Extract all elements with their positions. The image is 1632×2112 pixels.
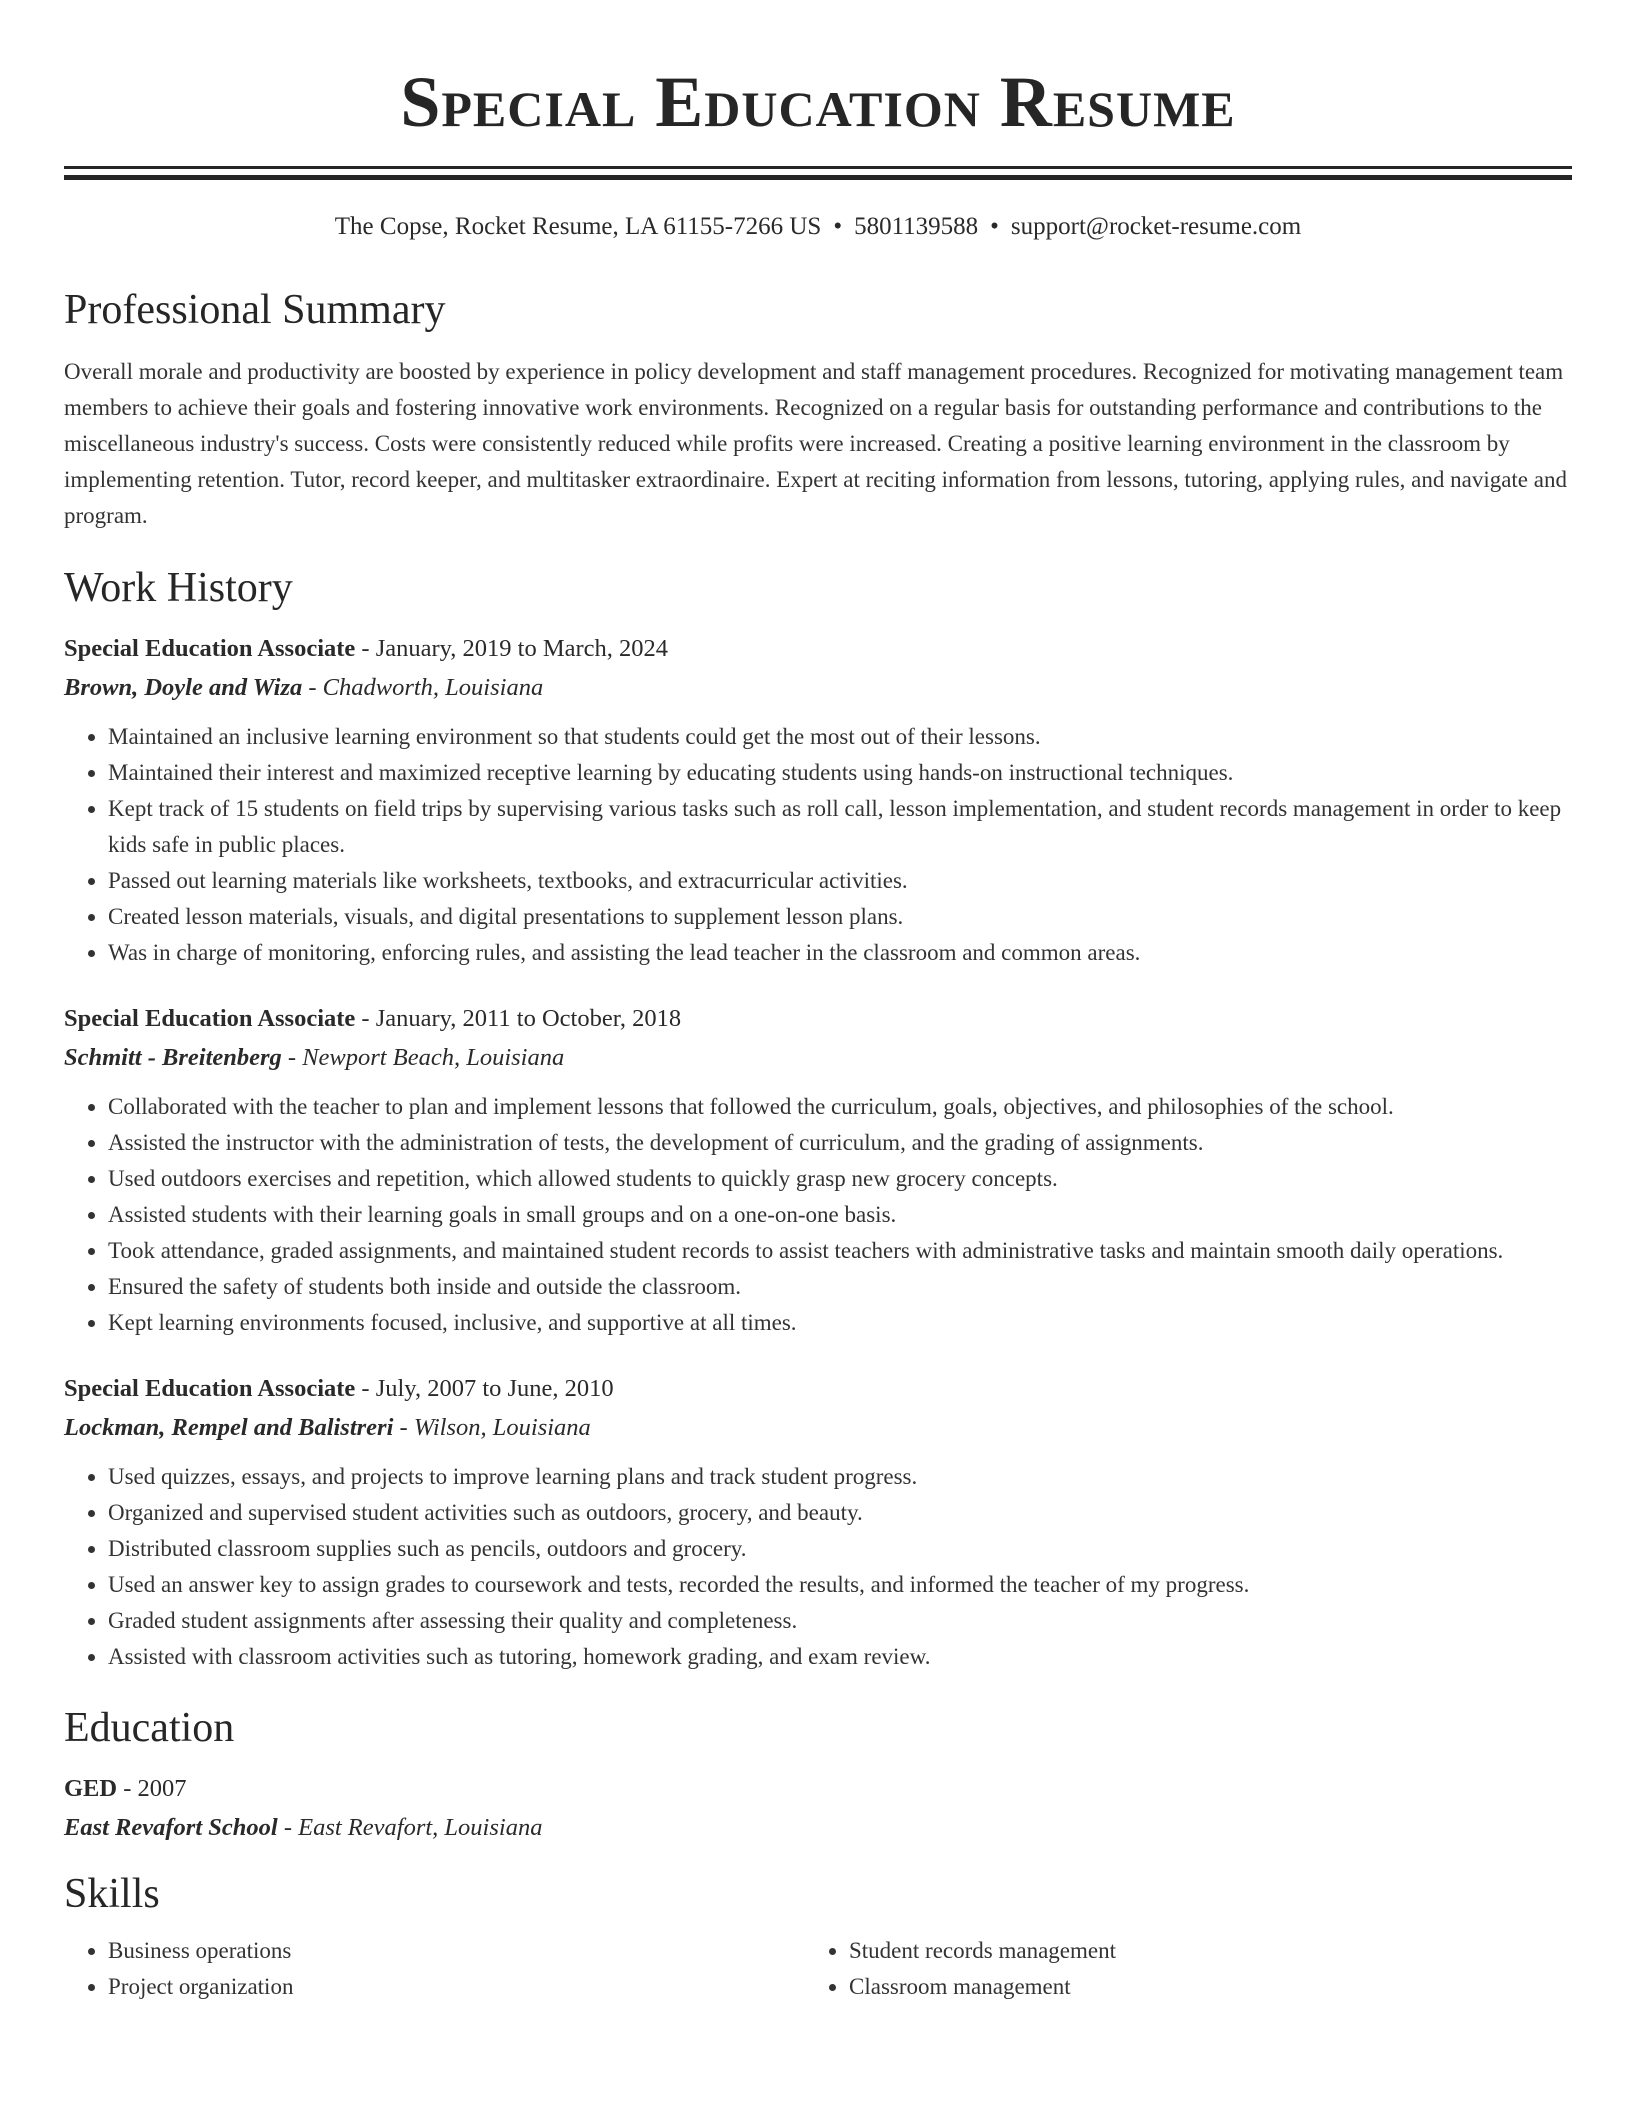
education-institution <box>64 1808 1572 1847</box>
skills-column-left <box>64 1933 805 2005</box>
job-role: Special Education Associate <box>64 1005 356 1032</box>
skill-item: • Business operations <box>108 1933 805 1969</box>
job-duties <box>64 1459 1572 1675</box>
skills-grid <box>64 1933 1572 2005</box>
education-location: - East Revafort, Louisiana <box>277 1814 543 1841</box>
job-entry <box>64 1369 1572 1675</box>
job-duties <box>64 1089 1572 1341</box>
job-company: Brown, Doyle and Wiza <box>64 674 303 701</box>
work-history-heading: Work History <box>64 565 293 611</box>
job-duty: • Assisted with classroom activities such as tutoring, homework grading, and exam review. <box>108 1639 1572 1675</box>
skill-item: • Classroom management <box>849 1969 1546 2005</box>
job-employer <box>64 668 1572 707</box>
job-duty: • Used outdoors exercises and repetition, which allowed students to quickly grasp new grocery concepts. <box>108 1161 1572 1197</box>
contact-line <box>64 212 1572 242</box>
job-header <box>64 1369 1572 1408</box>
skill-item: • Project organization <box>108 1969 805 2005</box>
education-degree: GED <box>64 1775 118 1802</box>
job-header <box>64 999 1572 1038</box>
contact-address: The Copse, Rocket Resume, LA 61155-7266 US <box>334 213 822 240</box>
resume-title: Special Education Resume <box>400 62 1236 142</box>
job-duty: • Was in charge of monitoring, enforcing rules, and assisting the lead teacher in the classroom and common areas. <box>108 935 1572 971</box>
job-dates: - January, 2019 to March, 2024 <box>355 635 669 662</box>
job-entry <box>64 629 1572 971</box>
job-duty: • Ensured the safety of students both inside and outside the classroom. <box>108 1269 1572 1305</box>
job-duty: • Passed out learning materials like worksheets, textbooks, and extracurricular activities. <box>108 863 1572 899</box>
education-school: East Revafort School <box>64 1814 278 1841</box>
job-employer <box>64 1408 1572 1447</box>
job-duty: • Kept track of 15 students on field trips by supervising various tasks such as roll call, lesson implementation, and student records management in order to keep kids safe in public places. <box>108 791 1572 863</box>
job-dates: - July, 2007 to June, 2010 <box>355 1375 614 1402</box>
education-year: - 2007 <box>117 1775 187 1802</box>
job-company: Schmitt - Breitenberg <box>64 1044 282 1071</box>
job-location: - Chadworth, Louisiana <box>302 674 544 701</box>
job-location: - Wilson, Louisiana <box>393 1414 591 1441</box>
summary-text: Overall morale and productivity are boosted by experience in policy development and staff management procedures. Recognized for motivating management team members to achieve their goals and fostering innovative work environments. Recognized on a regular basis for outstanding performance and contributions to the miscellaneous industry's success. Costs were consistently reduced while profits were increased. Creating a positive learning environment in the classroom by implementing retention. Tutor, record keeper, and multitasker extraordinaire. Expert at reciting information from lessons, tutoring, applying rules, and navigate and program. <box>64 359 1567 528</box>
education-entry <box>64 1769 1572 1847</box>
title-divider-top <box>64 166 1572 169</box>
job-entry <box>64 999 1572 1341</box>
contact-email: support@rocket-resume.com <box>1010 213 1302 240</box>
title-divider-bottom <box>64 175 1572 180</box>
job-duty: • Took attendance, graded assignments, and maintained student records to assist teachers with administrative tasks and maintain smooth daily operations. <box>108 1233 1572 1269</box>
job-role: Special Education Associate <box>64 1375 356 1402</box>
job-duty: • Assisted the instructor with the administration of tests, the development of curriculum, and the grading of assignments. <box>108 1125 1572 1161</box>
skills-heading: Skills <box>64 1871 160 1917</box>
job-duty: • Created lesson materials, visuals, and digital presentations to supplement lesson plans. <box>108 899 1572 935</box>
skill-item: • Student records management <box>849 1933 1546 1969</box>
job-duties <box>64 719 1572 971</box>
job-duty: • Used an answer key to assign grades to coursework and tests, recorded the results, and informed the teacher of my progress. <box>108 1567 1572 1603</box>
job-duty: • Assisted students with their learning goals in small groups and on a one-on-one basis. <box>108 1197 1572 1233</box>
contact-separator: • <box>990 213 999 240</box>
education-header <box>64 1769 1572 1808</box>
job-duty: • Collaborated with the teacher to plan and implement lessons that followed the curriculum, goals, objectives, and philosophies of the school. <box>108 1089 1572 1125</box>
job-duty: • Maintained an inclusive learning environment so that students could get the most out of their lessons. <box>108 719 1572 755</box>
contact-separator: • <box>833 213 843 240</box>
job-duty: • Kept learning environments focused, inclusive, and supportive at all times. <box>108 1305 1572 1341</box>
job-company: Lockman, Rempel and Balistreri <box>64 1414 394 1441</box>
job-duty: • Distributed classroom supplies such as pencils, outdoors and grocery. <box>108 1531 1572 1567</box>
job-duty: • Maintained their interest and maximized receptive learning by educating students using hands-on instructional techniques. <box>108 755 1572 791</box>
resume-page <box>64 0 1572 2005</box>
skills-column-right <box>805 1933 1546 2005</box>
job-duty: • Used quizzes, essays, and projects to improve learning plans and track student progress. <box>108 1459 1572 1495</box>
education-heading: Education <box>64 1705 235 1751</box>
job-header <box>64 629 1572 668</box>
summary-heading: Professional Summary <box>64 287 446 333</box>
job-employer <box>64 1038 1572 1077</box>
job-duty: • Organized and supervised student activities such as outdoors, grocery, and beauty. <box>108 1495 1572 1531</box>
job-location: - Newport Beach, Louisiana <box>281 1044 565 1071</box>
job-duty: • Graded student assignments after assessing their quality and completeness. <box>108 1603 1572 1639</box>
job-role: Special Education Associate <box>64 635 356 662</box>
contact-phone: 5801139588 <box>854 213 979 240</box>
job-dates: - January, 2011 to October, 2018 <box>355 1005 682 1032</box>
